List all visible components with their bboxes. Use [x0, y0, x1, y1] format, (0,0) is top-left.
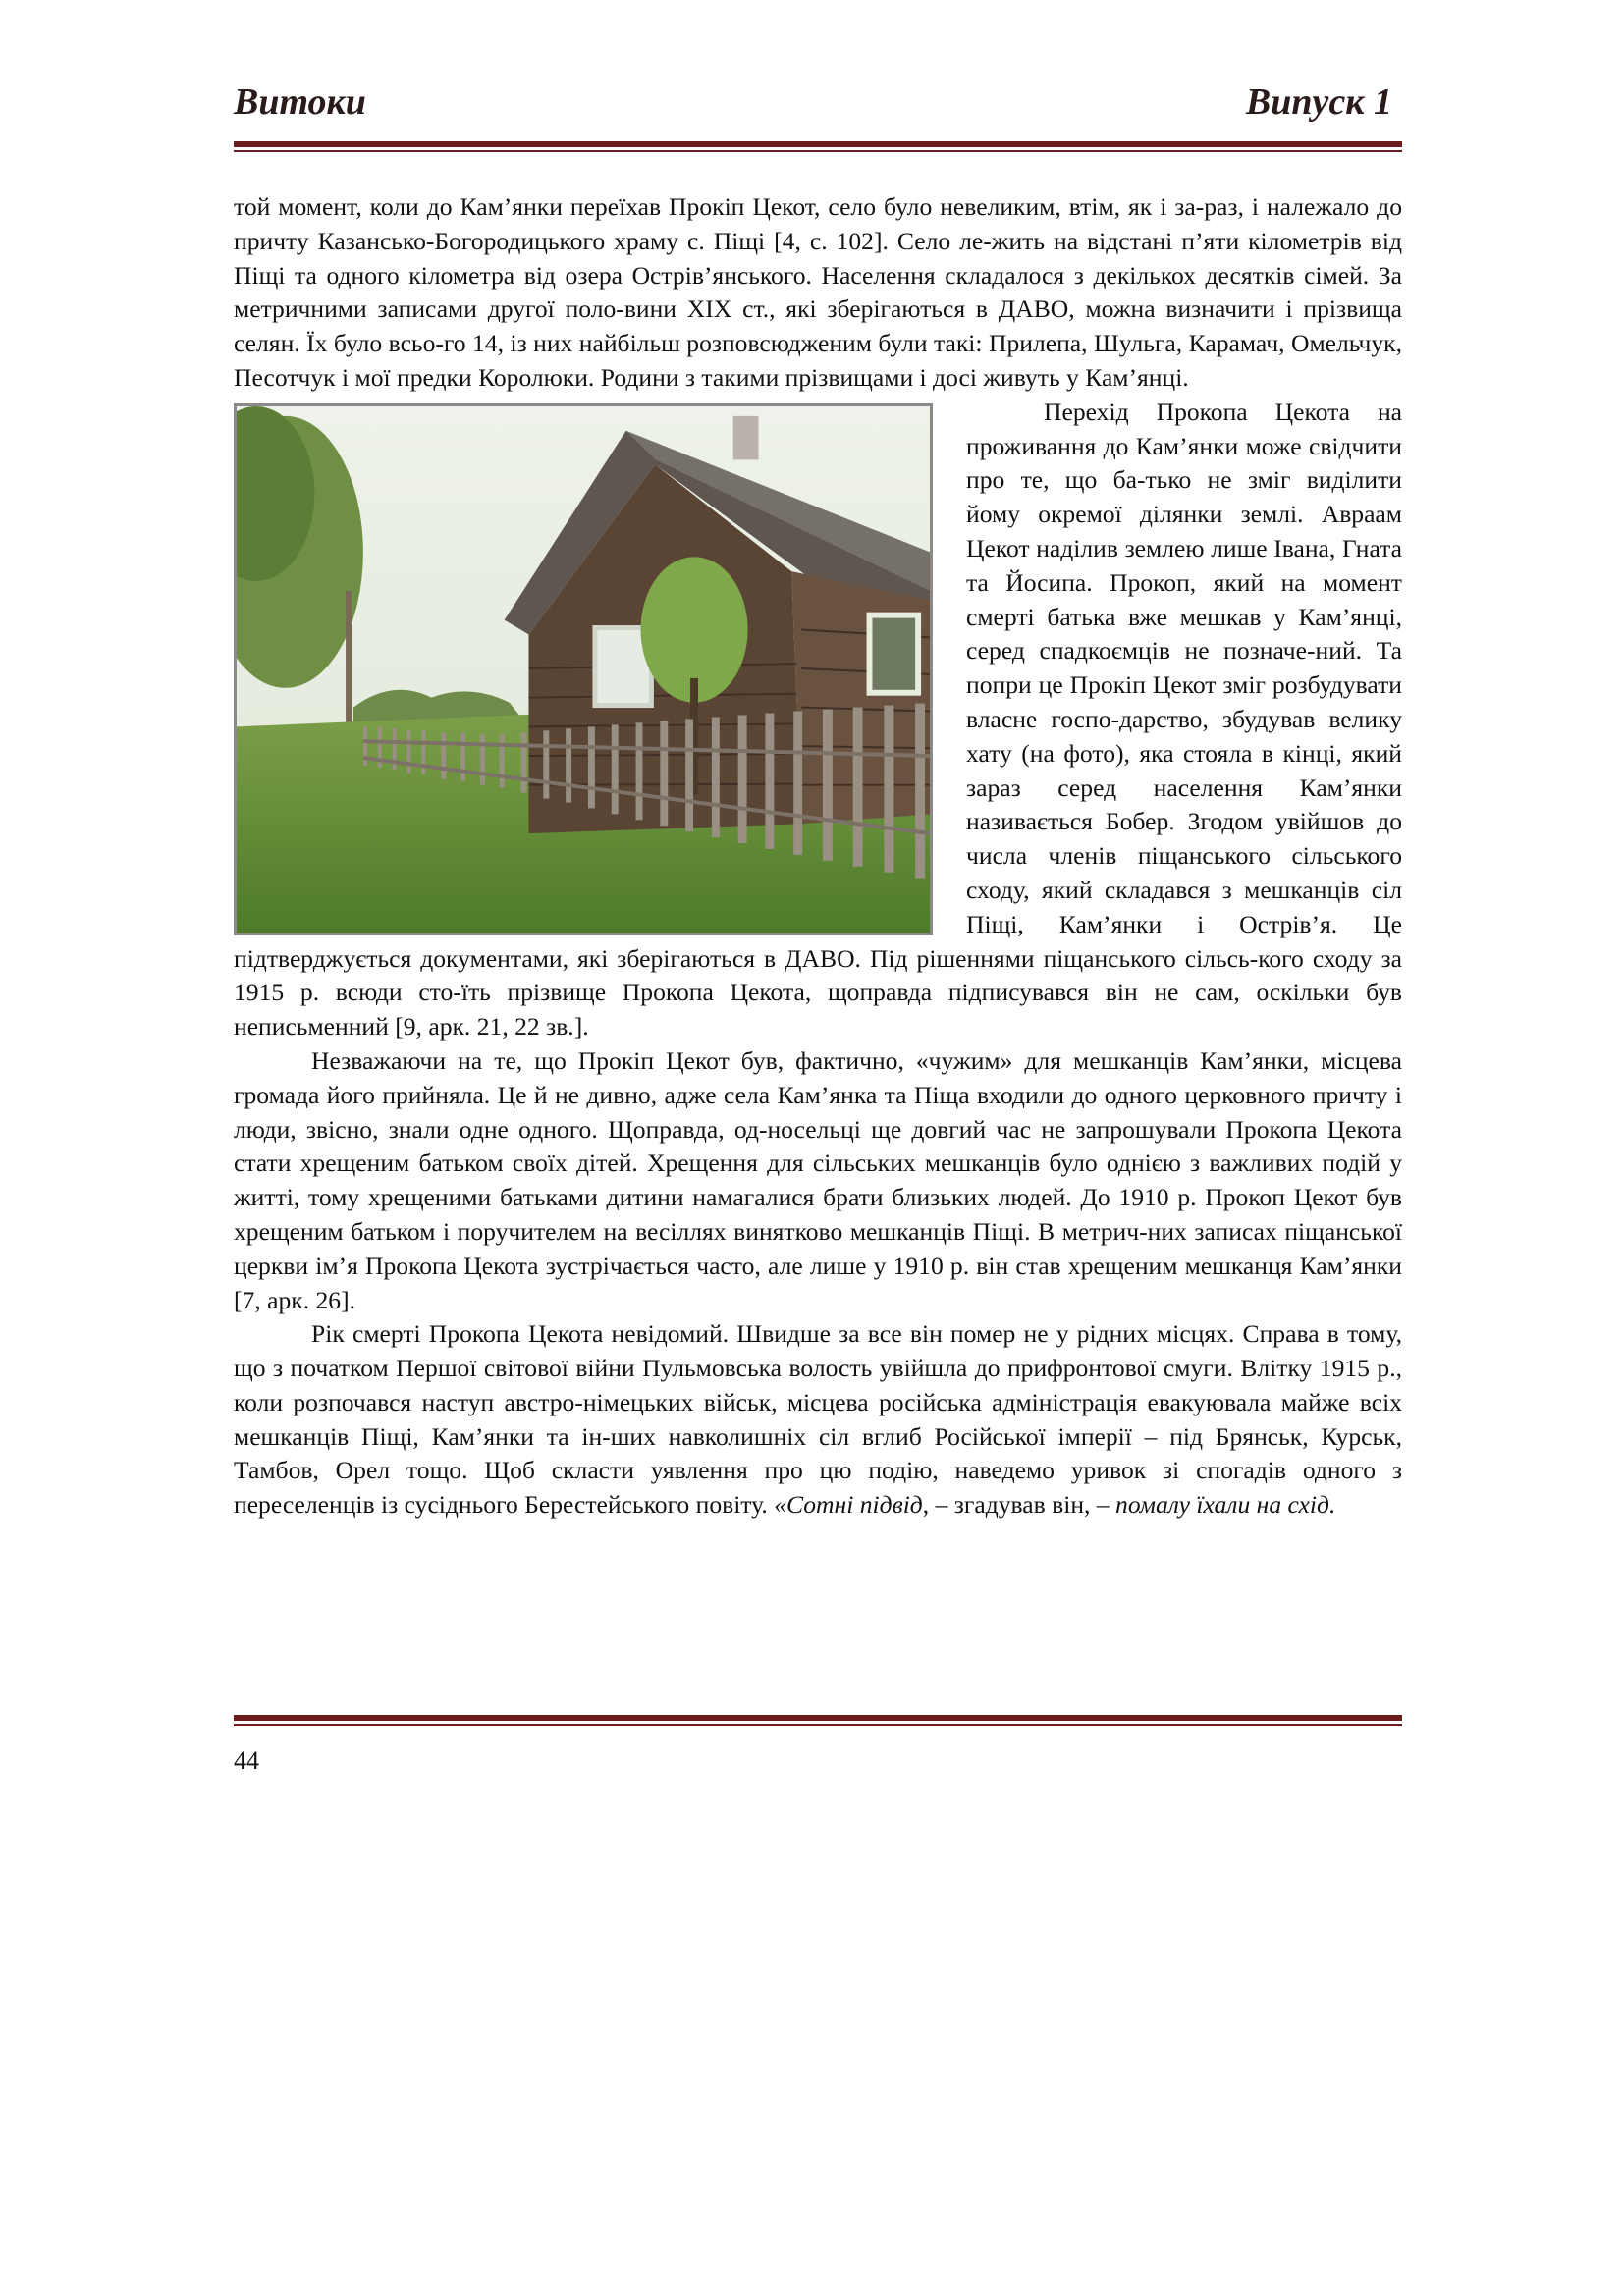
header-rule	[234, 141, 1402, 152]
paragraph-4-mid: , – згадував він, –	[922, 1490, 1116, 1520]
house-photo-image	[237, 406, 930, 933]
house-photo	[234, 403, 933, 935]
paragraph-4	[234, 1317, 1402, 1522]
article-body	[234, 190, 1402, 1522]
footer-rule	[234, 1715, 1402, 1726]
paragraph-3: Незважаючи на те, що Прокіп Цекот був, фактично, «чужим» для мешканців Кам’янки, місцева громада його прийняла. Це й не дивно, адже села Кам’янка та Піща входили до одного церковного причту і люди, звісно, знали одне одного. Щоправда, од-носельці ще довгий час не запрошували Прокопа Цекота стати хрещеним батьком своїх дітей. Хрещення для сільських мешканців було однією з важливих подій у житті, тому хрещеними батьками дитини намагалися брати близьких людей. До 1910 р. Прокоп Цекот був хрещеним батьком і поручителем на весіллях винятково мешканців Піщі. В метрич-них записах піщанської церкви ім’я Прокопа Цекота зустрічається часто, але лише у 1910 р. він став хрещеним мешканця Кам’янки [7, арк. 26].	[234, 1045, 1402, 1314]
quote-fragment-2: помалу їхали на схід.	[1115, 1490, 1336, 1520]
paragraph-4-text: Рік смерті Прокопа Цекота невідомий. Швидше за все він помер не у рідних місцях. Справа в тому, що з початком Першої світової війни Пульмовська волость увійшла до прифронтової смуги. Влітку 1915 р., коли розпочався наступ австро-німецьких військ, місцева російська адміністрація евакуювала майже всіх мешканців Піщі, Кам’янки та ін-ших навколишніх сіл вглиб Російської імперії – під Брянськ, Курськ, Тамбов, Орел тощо. Щоб скласти уявлення про цю подію, наведемо уривок зі спогадів одного з переселенців із сусіднього Берестейського повіту.	[234, 1319, 1402, 1520]
paragraph-1: той момент, коли до Кам’янки переїхав Прокіп Цекот, село було невеликим, втім, як і за-раз, і належало до причту Казансько-Богородицького храму с. Піщі [4, с. 102]. Село ле-жить на відстані п’яти кілометрів від Піщі та одного кілометра від озера Острів’янського. Населення складалося з декількох десятків сімей. За метричними записами другої поло-вини XIX ст., які зберігаються в ДАВО, можна визначити і прізвища селян. Їх було всьо-го 14, із них найбільш розповсюдженим були такі: Прилепа, Шульга, Карамач, Омельчук, Песотчук і мої предки Королюки. Родини з такими прізвищами і досі живуть у Кам’янці.	[234, 192, 1402, 392]
running-header-title: Витоки	[234, 81, 366, 123]
quote-fragment-1: «Сотні підвід	[774, 1490, 923, 1520]
paragraph-2: Перехід Прокопа Цекота на проживання до Кам’янки може свідчити про те, що ба-тько не зміг виділити йому окремої ділянки землі. Авраам Цекот наділив землею лише Івана, Гната та Йосипа. Прокоп, який на момент смерті батька вже мешкав у Кам’янці, серед спадкоємців не позначе-ний. Та попри це Прокіп Цекот зміг розбудувати власне госпо-дарство, збудував велику хату (на фото), яка стояла в кінці, який зараз серед населення Кам’янки називається Бобер. Згодом увійшов до числа членів піщанського сільського сходу, який складався з мешканців сіл Піщі, Кам’янки і Острів’я. Це підтверджується документами, які зберігаються в ДАВО. Під рішеннями піщанського сільсь-кого сходу за 1915 р. всюди сто-їть прізвище Прокопа Цекота, щоправда підписувався він не сам, оскільки був неписьменний [9, арк. 21, 22 зв.].	[234, 397, 1402, 1041]
page-number: 44	[234, 1746, 259, 1775]
running-header-issue: Випуск 1	[1245, 81, 1392, 123]
